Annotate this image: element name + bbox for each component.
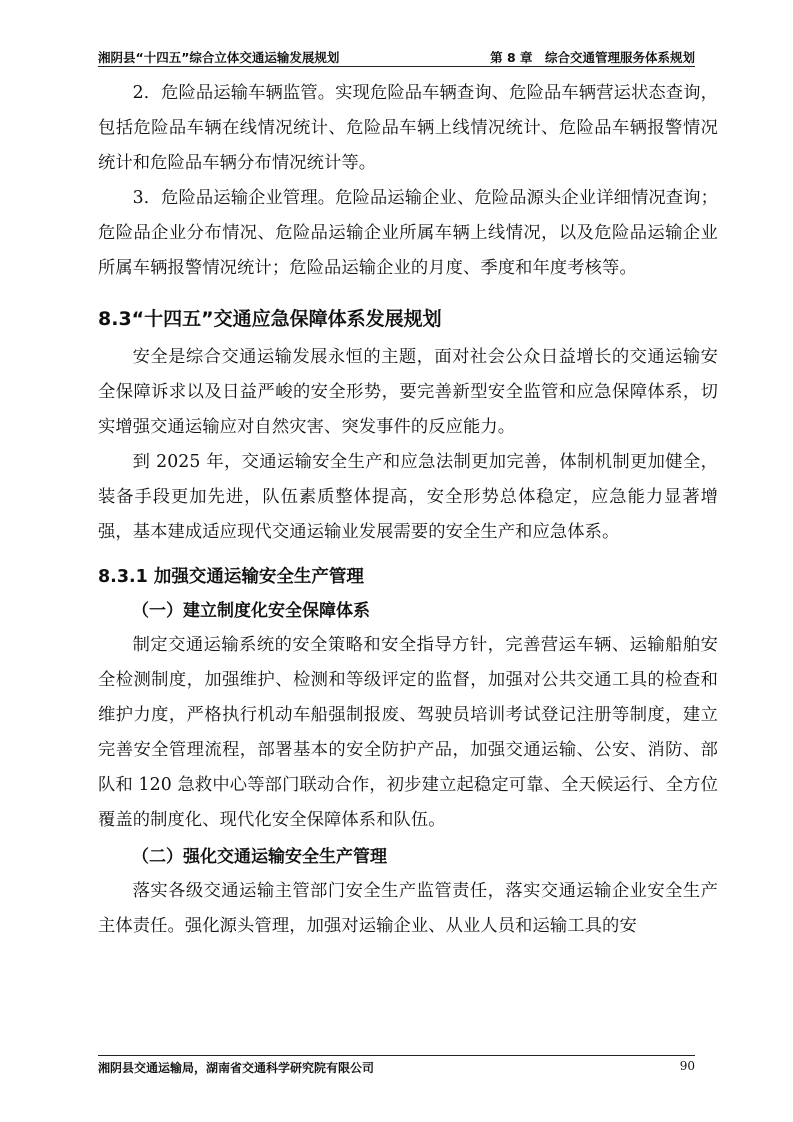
section-paragraph-goals: 到 2025 年，交通运输安全生产和应急法制更加完善，体制机制更加健全，装备手段更加先进，队伍素质整体提高，安全形势总体稳定，应急能力显著增强，基本建成适应现代交通运输业发展需要的安全生产和应急体系。 bbox=[98, 452, 718, 542]
item-paragraph-2: 落实各级交通运输主管部门安全生产监管责任，落实交通运输企业安全生产主体责任。强化源头管理，加强对运输企业、从业人员和运输工具的安 bbox=[98, 881, 718, 936]
paragraph-hazmat-vehicle-monitoring: 2．危险品运输车辆监管。实现危险品车辆查询、危险品车辆营运状态查询，包括危险品车辆在线情况统计、危险品车辆上线情况统计、危险品车辆报警情况统计和危险品车辆分布情况统计等。 bbox=[98, 83, 718, 173]
page-number: 90 bbox=[679, 1059, 695, 1073]
footer-divider bbox=[98, 1055, 695, 1056]
header-chapter-title: 第 8 章 综合交通管理服务体系规划 bbox=[490, 50, 695, 65]
page-footer bbox=[98, 1059, 695, 1079]
header-document-title: 湘阴县“十四五”综合立体交通运输发展规划 bbox=[98, 50, 340, 65]
header-divider bbox=[98, 66, 695, 67]
subsection-heading: 8.3.1 加强交通运输安全生产管理 bbox=[98, 567, 364, 587]
section-paragraph-intro: 安全是综合交通运输发展永恒的主题，面对社会公众日益增长的交通运输安全保障诉求以及日益严峻的安全形势，要完善新型安全监管和应急保障体系，切实增强交通运输应对自然灾害、突发事件的反应能力。 bbox=[98, 347, 718, 437]
item-heading-2: （二）强化交通运输安全生产管理 bbox=[132, 847, 387, 867]
footer-organizations: 湘阴县交通运输局，湖南省交通科学研究院有限公司 bbox=[98, 1061, 375, 1075]
item-paragraph-1: 制定交通运输系统的安全策略和安全指导方针，完善营运车辆、运输船舶安全检测制度，加强维护、检测和等级评定的监督，加强对公共交通工具的检查和维护力度，严格执行机动车船强制报废、驾驶员培训考试登记注册等制度，建立完善安全管理流程，部署基本的安全防护产品，加强交通运输、公安、消防、部队和 120 急救中心等部门联动合作，初步建立起稳定可靠、全天候运行、全方位覆盖的制度化、现代化安全保障体系和队伍。 bbox=[98, 635, 718, 830]
paragraph-hazmat-enterprise-management: 3．危险品运输企业管理。危险品运输企业、危险品源头企业详细情况查询；危险品企业分布情况、危险品运输企业所属车辆上线情况，以及危险品运输企业所属车辆报警情况统计；危险品运输企业的月度、季度和年度考核等。 bbox=[98, 188, 718, 278]
page-content bbox=[98, 76, 718, 944]
page-header bbox=[98, 46, 695, 68]
item-heading-1: （一）建立制度化安全保障体系 bbox=[132, 601, 370, 621]
section-heading: 8.3“十四五”交通应急保障体系发展规划 bbox=[98, 308, 442, 330]
